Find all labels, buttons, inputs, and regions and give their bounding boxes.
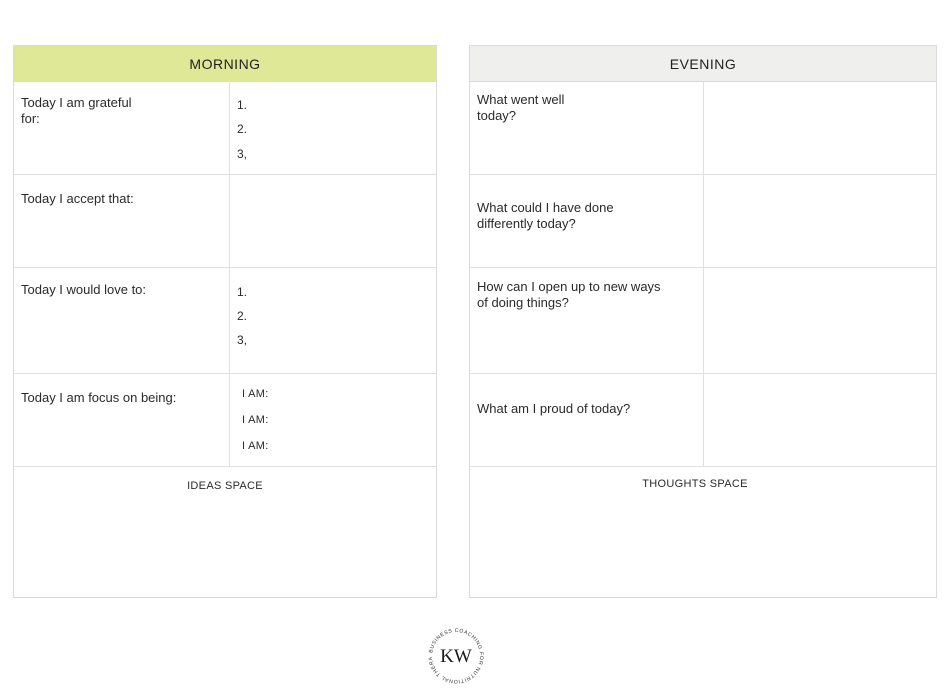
kw-logo-icon <box>425 625 487 687</box>
love-to-item-3: 3, <box>237 333 248 347</box>
evening-header: EVENING <box>470 46 936 82</box>
evening-panel <box>469 45 937 598</box>
new-ways-answer-cell[interactable] <box>704 268 936 373</box>
prompt-grateful: Today I am grateful for: <box>21 95 132 126</box>
morning-row-accept <box>14 175 436 268</box>
grateful-item-2: 2. <box>237 122 248 136</box>
i-am-2: I AM: <box>242 414 269 426</box>
evening-row-new-ways <box>470 268 936 374</box>
thoughts-space[interactable] <box>470 467 936 597</box>
prompt-new-ways: How can I open up to new ways of doing things? <box>477 279 661 310</box>
prompt-went-well: What went well today? <box>477 92 565 123</box>
morning-row-grateful <box>14 81 436 175</box>
grateful-answer-cell[interactable] <box>230 81 436 174</box>
focus-answer-cell[interactable] <box>230 374 436 466</box>
love-to-answer-cell[interactable] <box>230 268 436 373</box>
prompt-differently: What could I have done differently today? <box>477 200 614 231</box>
logo-monogram: KW <box>440 646 472 667</box>
prompt-focus: Today I am focus on being: <box>21 390 177 405</box>
morning-panel <box>13 45 437 598</box>
i-am-1: I AM: <box>242 388 269 400</box>
morning-row-focus <box>14 374 436 467</box>
love-to-item-2: 2. <box>237 309 248 323</box>
prompt-accept: Today I accept that: <box>21 191 134 206</box>
ideas-space-title: IDEAS SPACE <box>187 480 263 492</box>
evening-row-went-well <box>470 81 936 175</box>
proud-answer-cell[interactable] <box>704 374 936 466</box>
i-am-3: I AM: <box>242 440 269 452</box>
prompt-love-to: Today I would love to: <box>21 282 147 297</box>
morning-row-love-to <box>14 268 436 374</box>
evening-row-differently <box>470 175 936 268</box>
grateful-item-3: 3, <box>237 147 248 161</box>
morning-header: MORNING <box>14 46 436 82</box>
went-well-answer-cell[interactable] <box>704 81 936 174</box>
accept-answer-cell[interactable] <box>230 175 436 267</box>
logo-ring-text: BUSINESS COACHING FOR NUTRITIONAL THERA <box>427 627 485 685</box>
prompt-proud: What am I proud of today? <box>477 401 631 416</box>
thoughts-space-title: THOUGHTS SPACE <box>642 478 748 490</box>
differently-answer-cell[interactable] <box>704 175 936 267</box>
ideas-space[interactable] <box>14 467 436 597</box>
love-to-item-1: 1. <box>237 285 248 299</box>
evening-row-proud <box>470 374 936 467</box>
grateful-item-1: 1. <box>237 98 248 112</box>
